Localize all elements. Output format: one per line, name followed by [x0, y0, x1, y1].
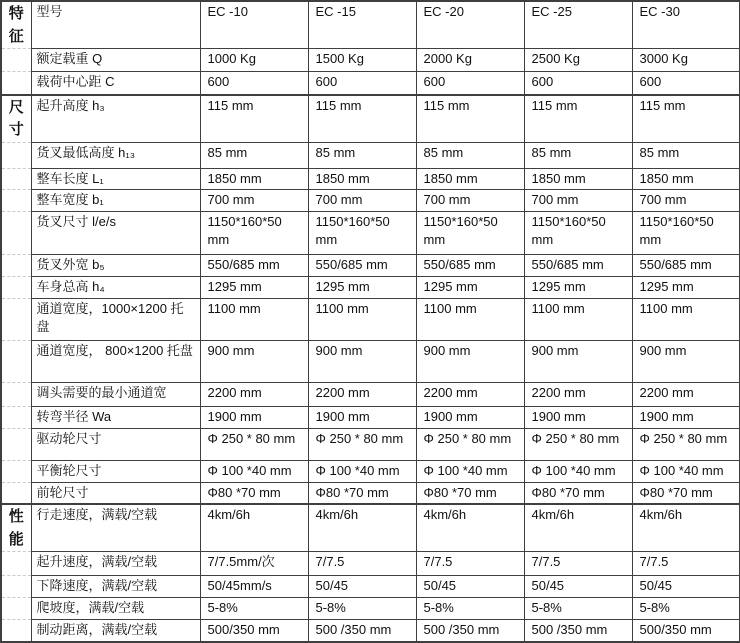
table-row — [1, 406, 740, 428]
cell-value: 600 — [632, 72, 740, 95]
cell-value: 7/7.5 — [308, 552, 416, 576]
cell-value: 700 mm — [524, 189, 632, 211]
cell-value: EC -30 — [632, 1, 740, 49]
section-label-cell — [1, 1, 31, 49]
cell-value: 115 mm — [524, 95, 632, 143]
cell-value: 85 mm — [632, 142, 740, 168]
cell-value: 50/45 — [524, 576, 632, 598]
spec-table-body — [1, 1, 740, 642]
cell-value: 50/45mm/s — [200, 576, 308, 598]
cell-value: 550/685 mm — [632, 254, 740, 276]
table-row — [1, 276, 740, 298]
cell-value: EC -20 — [416, 1, 524, 49]
cell-value: 600 — [416, 72, 524, 95]
cell-value: 2200 mm — [200, 382, 308, 406]
cell-value: Φ80 *70 mm — [416, 482, 524, 504]
cell-value: 1150*160*50 mm — [308, 211, 416, 254]
cell-value: Φ 250 * 80 mm — [200, 428, 308, 460]
cell-value: 1000 Kg — [200, 49, 308, 72]
cell-value: 2000 Kg — [416, 49, 524, 72]
cell-value: 4km/6h — [632, 504, 740, 552]
section-spacer-cell — [1, 428, 31, 460]
cell-value: 5-8% — [632, 598, 740, 620]
cell-value: 115 mm — [416, 95, 524, 143]
cell-value: Φ 250 * 80 mm — [416, 428, 524, 460]
cell-value: 50/45 — [632, 576, 740, 598]
cell-value: 1850 mm — [200, 168, 308, 189]
section-label-cell — [1, 95, 31, 143]
row-label: 整车长度 L₁ — [31, 168, 200, 189]
cell-value: 1150*160*50 mm — [632, 211, 740, 254]
cell-value: 7/7.5 — [632, 552, 740, 576]
row-label: 型号 — [31, 1, 200, 49]
cell-value: Φ 250 * 80 mm — [632, 428, 740, 460]
table-row — [1, 189, 740, 211]
cell-value: 115 mm — [308, 95, 416, 143]
section-spacer-cell — [1, 49, 31, 72]
cell-value: Φ 100 *40 mm — [524, 460, 632, 482]
cell-value: 700 mm — [308, 189, 416, 211]
cell-value: 2500 Kg — [524, 49, 632, 72]
cell-value: 1100 mm — [524, 298, 632, 340]
table-row — [1, 382, 740, 406]
cell-value: 1850 mm — [524, 168, 632, 189]
cell-value: 1295 mm — [524, 276, 632, 298]
cell-value: EC -25 — [524, 1, 632, 49]
cell-value: 550/685 mm — [200, 254, 308, 276]
table-row — [1, 211, 740, 254]
cell-value: 900 mm — [308, 340, 416, 382]
row-label: 货叉外宽 b₅ — [31, 254, 200, 276]
section-spacer-cell — [1, 482, 31, 504]
section-spacer-cell — [1, 254, 31, 276]
row-label: 制动距离，满载/空载 — [31, 620, 200, 642]
cell-value: 4km/6h — [416, 504, 524, 552]
table-row — [1, 1, 740, 49]
section-spacer-cell — [1, 72, 31, 95]
row-label: 调头需要的最小通道宽 — [31, 382, 200, 406]
row-label: 行走速度，满载/空载 — [31, 504, 200, 552]
table-row — [1, 340, 740, 382]
section-spacer-cell — [1, 340, 31, 382]
cell-value: 2200 mm — [632, 382, 740, 406]
cell-value: 7/7.5 — [524, 552, 632, 576]
cell-value: 1900 mm — [308, 406, 416, 428]
cell-value: Φ 100 *40 mm — [416, 460, 524, 482]
section-spacer-cell — [1, 406, 31, 428]
cell-value: 1100 mm — [200, 298, 308, 340]
cell-value: 700 mm — [632, 189, 740, 211]
section-spacer-cell — [1, 168, 31, 189]
cell-value: 115 mm — [632, 95, 740, 143]
cell-value: 700 mm — [416, 189, 524, 211]
cell-value: 1100 mm — [308, 298, 416, 340]
cell-value: Φ80 *70 mm — [632, 482, 740, 504]
cell-value: 85 mm — [308, 142, 416, 168]
table-row — [1, 482, 740, 504]
row-label: 前轮尺寸 — [31, 482, 200, 504]
cell-value: 2200 mm — [416, 382, 524, 406]
cell-value: 900 mm — [416, 340, 524, 382]
section-spacer-cell — [1, 211, 31, 254]
cell-value: 1900 mm — [632, 406, 740, 428]
table-row — [1, 576, 740, 598]
cell-value: 900 mm — [524, 340, 632, 382]
row-label: 货叉尺寸 l/e/s — [31, 211, 200, 254]
cell-value: 900 mm — [632, 340, 740, 382]
section-spacer-cell — [1, 552, 31, 576]
cell-value: 85 mm — [200, 142, 308, 168]
table-row — [1, 504, 740, 552]
cell-value: 1850 mm — [632, 168, 740, 189]
cell-value: 1900 mm — [524, 406, 632, 428]
row-label: 下降速度，满载/空载 — [31, 576, 200, 598]
cell-value: 50/45 — [308, 576, 416, 598]
section-spacer-cell — [1, 189, 31, 211]
cell-value: 2200 mm — [308, 382, 416, 406]
cell-value: 500/350 mm — [200, 620, 308, 642]
cell-value: 7/7.5mm/次 — [200, 552, 308, 576]
cell-value: 500 /350 mm — [524, 620, 632, 642]
row-label: 起升高度 h₃ — [31, 95, 200, 143]
cell-value: 600 — [524, 72, 632, 95]
cell-value: 1150*160*50 mm — [416, 211, 524, 254]
cell-value: 1100 mm — [632, 298, 740, 340]
section-spacer-cell — [1, 460, 31, 482]
table-row — [1, 168, 740, 189]
section-spacer-cell — [1, 598, 31, 620]
cell-value: 4km/6h — [200, 504, 308, 552]
cell-value: 900 mm — [200, 340, 308, 382]
section-spacer-cell — [1, 142, 31, 168]
cell-value: 1295 mm — [632, 276, 740, 298]
row-label: 货叉最低高度 h₁₃ — [31, 142, 200, 168]
section-spacer-cell — [1, 576, 31, 598]
table-row — [1, 49, 740, 72]
cell-value: Φ80 *70 mm — [524, 482, 632, 504]
row-label: 通道宽度， 800×1200 托盘 — [31, 340, 200, 382]
cell-value: 1295 mm — [200, 276, 308, 298]
cell-value: Φ 100 *40 mm — [200, 460, 308, 482]
row-label: 转弯半径 Wa — [31, 406, 200, 428]
cell-value: 5-8% — [416, 598, 524, 620]
cell-value: Φ 100 *40 mm — [632, 460, 740, 482]
cell-value: 50/45 — [416, 576, 524, 598]
cell-value: 115 mm — [200, 95, 308, 143]
section-label: 特征 — [8, 5, 24, 45]
row-label: 驱动轮尺寸 — [31, 428, 200, 460]
table-row — [1, 428, 740, 460]
cell-value: 600 — [200, 72, 308, 95]
section-spacer-cell — [1, 382, 31, 406]
cell-value: 1850 mm — [308, 168, 416, 189]
table-row — [1, 95, 740, 143]
cell-value: 1850 mm — [416, 168, 524, 189]
cell-value: Φ 250 * 80 mm — [524, 428, 632, 460]
cell-value: 4km/6h — [524, 504, 632, 552]
cell-value: 600 — [308, 72, 416, 95]
cell-value: Φ80 *70 mm — [200, 482, 308, 504]
cell-value: 5-8% — [524, 598, 632, 620]
row-label: 载荷中心距 C — [31, 72, 200, 95]
cell-value: 5-8% — [308, 598, 416, 620]
table-row — [1, 460, 740, 482]
cell-value: 550/685 mm — [524, 254, 632, 276]
cell-value: Φ 250 * 80 mm — [308, 428, 416, 460]
table-row — [1, 298, 740, 340]
cell-value: 3000 Kg — [632, 49, 740, 72]
cell-value: 2200 mm — [524, 382, 632, 406]
cell-value: 500/350 mm — [632, 620, 740, 642]
cell-value: 1295 mm — [308, 276, 416, 298]
cell-value: 1150*160*50 mm — [524, 211, 632, 254]
cell-value: 1295 mm — [416, 276, 524, 298]
cell-value: 550/685 mm — [416, 254, 524, 276]
cell-value: 85 mm — [524, 142, 632, 168]
cell-value: 7/7.5 — [416, 552, 524, 576]
cell-value: EC -15 — [308, 1, 416, 49]
cell-value: 550/685 mm — [308, 254, 416, 276]
row-label: 通道宽度，1000×1200 托盘 — [31, 298, 200, 340]
cell-value: 500 /350 mm — [308, 620, 416, 642]
table-row — [1, 254, 740, 276]
row-label: 车身总高 h₄ — [31, 276, 200, 298]
table-row — [1, 142, 740, 168]
cell-value: 1900 mm — [416, 406, 524, 428]
row-label: 额定载重 Q — [31, 49, 200, 72]
section-label: 尺寸 — [8, 98, 24, 138]
cell-value: Φ80 *70 mm — [308, 482, 416, 504]
row-label: 整车宽度 b₁ — [31, 189, 200, 211]
section-label: 性能 — [8, 508, 24, 548]
table-row — [1, 598, 740, 620]
row-label: 平衡轮尺寸 — [31, 460, 200, 482]
row-label: 起升速度，满载/空载 — [31, 552, 200, 576]
section-label-cell — [1, 504, 31, 552]
cell-value: 1900 mm — [200, 406, 308, 428]
table-row — [1, 552, 740, 576]
cell-value: 1100 mm — [416, 298, 524, 340]
cell-value: Φ 100 *40 mm — [308, 460, 416, 482]
cell-value: 1500 Kg — [308, 49, 416, 72]
row-label: 爬坡度，满载/空载 — [31, 598, 200, 620]
table-row — [1, 72, 740, 95]
cell-value: 85 mm — [416, 142, 524, 168]
cell-value: 4km/6h — [308, 504, 416, 552]
cell-value: 5-8% — [200, 598, 308, 620]
section-spacer-cell — [1, 276, 31, 298]
cell-value: 500 /350 mm — [416, 620, 524, 642]
section-spacer-cell — [1, 298, 31, 340]
cell-value: 700 mm — [200, 189, 308, 211]
cell-value: 1150*160*50 mm — [200, 211, 308, 254]
cell-value: EC -10 — [200, 1, 308, 49]
